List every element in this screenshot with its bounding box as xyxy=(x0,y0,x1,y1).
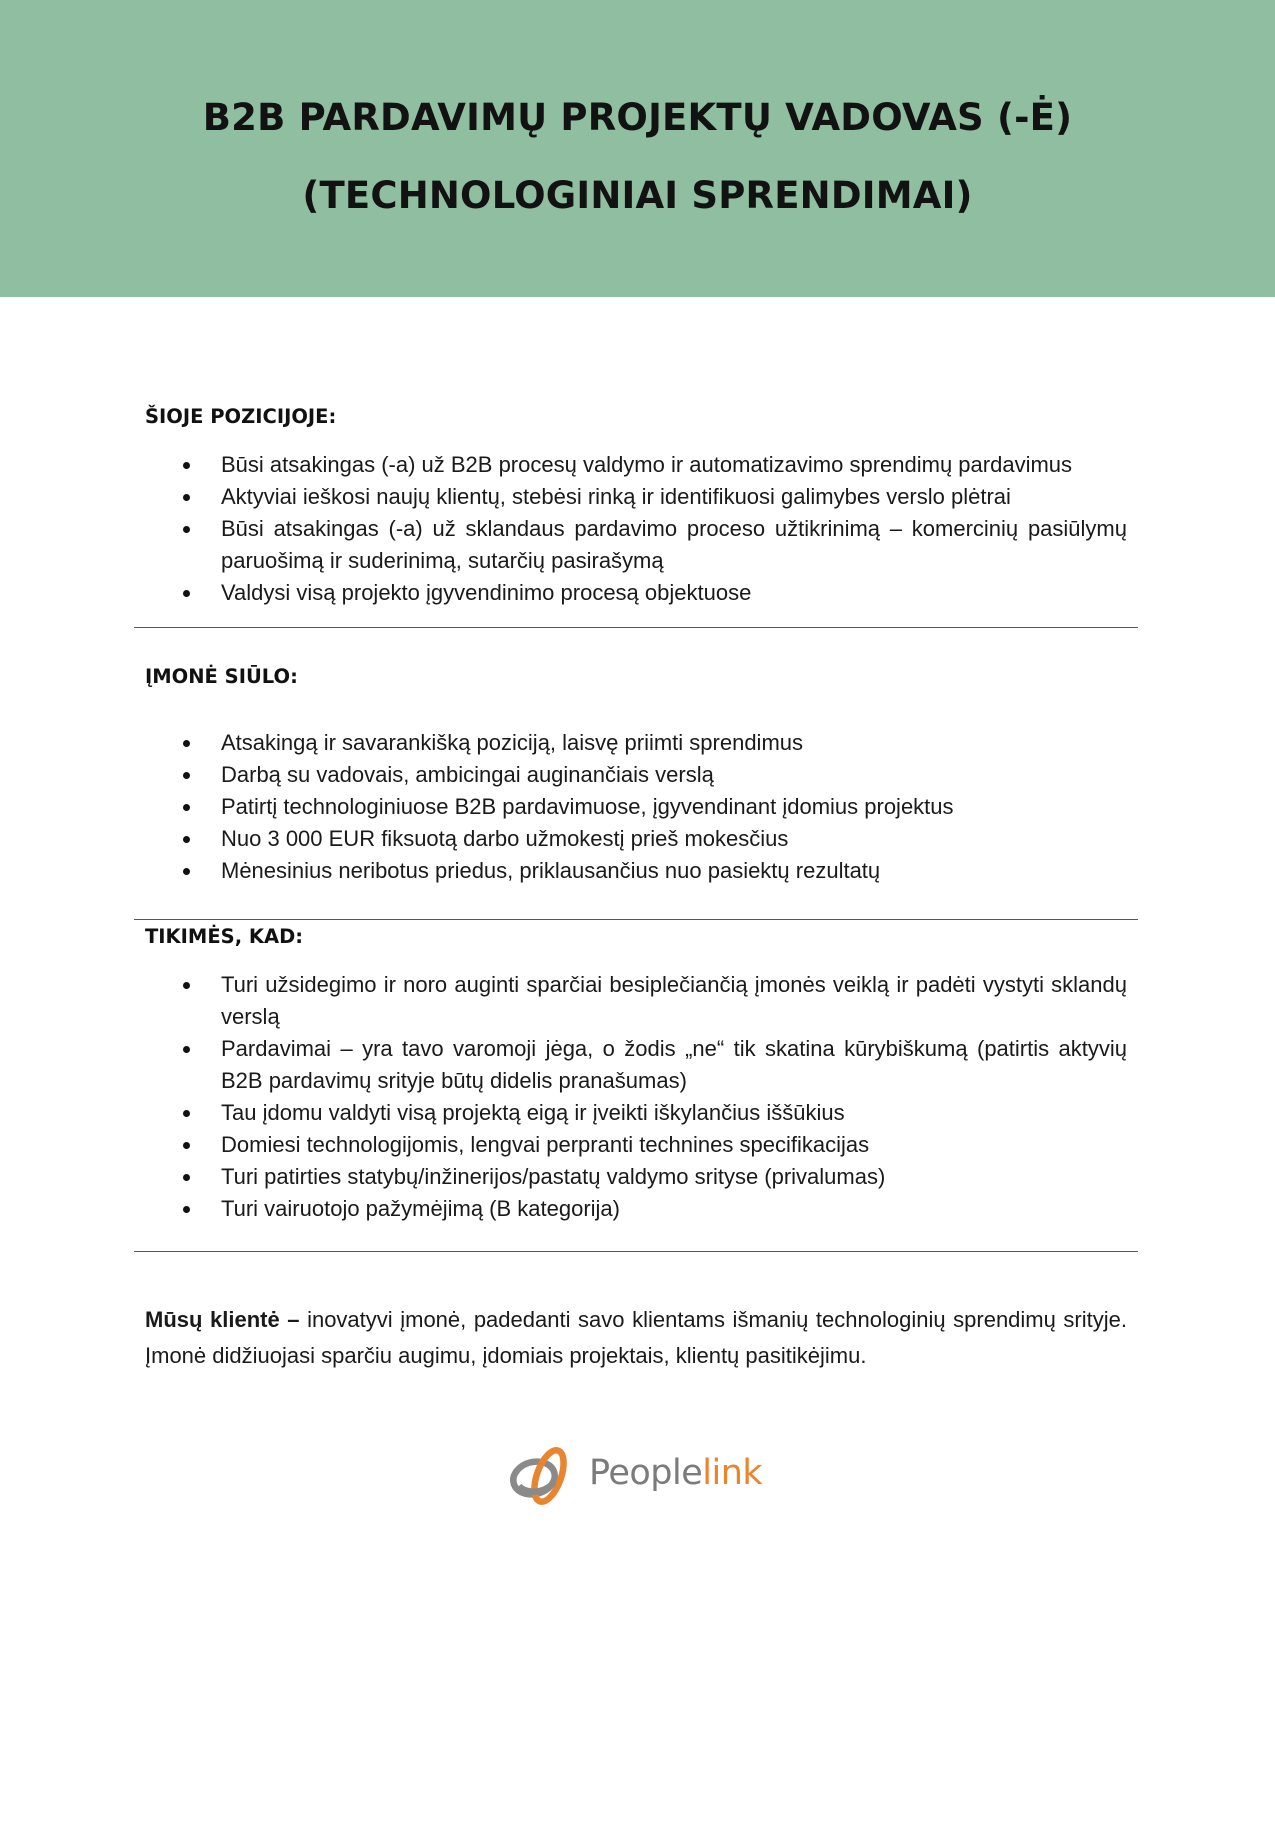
expect-list xyxy=(145,969,1127,1225)
section-divider xyxy=(134,627,1138,628)
bullet-icon xyxy=(183,526,190,533)
peoplelink-rings-icon xyxy=(505,1442,577,1514)
client-description xyxy=(145,1302,1127,1374)
client-text: inovatyvi įmonė, padedanti savo klientams išmanių technologinių sprendimų srityje. Įmonė didžiuojasi sparčiu augimu, įdomiais projektais, klientų pasitikėjimu. xyxy=(145,1307,1127,1368)
bullet-icon xyxy=(183,462,190,469)
list-item: Būsi atsakingas (-a) už B2B procesų valdymo ir automatizavimo sprendimų pardavimus xyxy=(145,449,1127,481)
header-band xyxy=(0,0,1275,297)
section-divider xyxy=(134,919,1138,920)
peoplelink-logo xyxy=(505,1442,785,1514)
list-item: Turi vairuotojo pažymėjimą (B kategorija) xyxy=(145,1193,1127,1225)
list-item: Būsi atsakingas (-a) už sklandaus pardavimo proceso užtikrinimą – komercinių pasiūlymų paruošimą ir suderinimą, sutarčių pasirašymą xyxy=(145,513,1127,577)
page-title-line-1: B2B PARDAVIMŲ PROJEKTŲ VADOVAS (-Ė) xyxy=(202,96,1073,139)
list-item: Turi užsidegimo ir noro auginti sparčiai besiplečiančią įmonės veiklą ir padėti vystyti sklandų verslą xyxy=(145,969,1127,1033)
bullet-icon xyxy=(183,494,190,501)
section-heading-offer: ĮMONĖ SIŪLO: xyxy=(145,665,298,688)
bullet-icon xyxy=(183,804,190,811)
bullet-icon xyxy=(183,982,190,989)
bullet-icon xyxy=(183,772,190,779)
bullet-icon xyxy=(183,1174,190,1181)
bullet-icon xyxy=(183,1206,190,1213)
list-item: Atsakingą ir savarankišką poziciją, laisvę priimti sprendimus xyxy=(145,727,1127,759)
position-list xyxy=(145,449,1127,609)
bullet-icon xyxy=(183,868,190,875)
list-item: Valdysi visą projekto įgyvendinimo procesą objektuose xyxy=(145,577,1127,609)
section-heading-position: ŠIOJE POZICIJOJE: xyxy=(145,405,337,428)
page-title-line-2: (TECHNOLOGINIAI SPRENDIMAI) xyxy=(302,174,973,217)
list-item: Pardavimai – yra tavo varomoji jėga, o žodis „ne“ tik skatina kūrybiškumą (patirtis aktyvių B2B pardavimų srityje būtų didelis pranašumas) xyxy=(145,1033,1127,1097)
list-item: Mėnesinius neribotus priedus, priklausančius nuo pasiektų rezultatų xyxy=(145,855,1127,887)
bullet-icon xyxy=(183,1046,190,1053)
list-item: Patirtį technologiniuose B2B pardavimuose, įgyvendinant įdomius projektus xyxy=(145,791,1127,823)
client-label: Mūsų klientė – xyxy=(145,1307,300,1332)
list-item: Domiesi technologijomis, lengvai perpranti technines specifikacijas xyxy=(145,1129,1127,1161)
bullet-icon xyxy=(183,1110,190,1117)
section-divider xyxy=(134,1251,1138,1252)
logo-wordmark: Peoplelink xyxy=(589,1453,763,1493)
list-item: Nuo 3 000 EUR fiksuotą darbo užmokestį prieš mokesčius xyxy=(145,823,1127,855)
bullet-icon xyxy=(183,836,190,843)
bullet-icon xyxy=(183,1142,190,1149)
list-item: Turi patirties statybų/inžinerijos/pastatų valdymo srityse (privalumas) xyxy=(145,1161,1127,1193)
list-item: Tau įdomu valdyti visą projektą eigą ir įveikti iškylančius iššūkius xyxy=(145,1097,1127,1129)
offer-list xyxy=(145,727,1127,887)
bullet-icon xyxy=(183,740,190,747)
list-item: Darbą su vadovais, ambicingai auginančiais verslą xyxy=(145,759,1127,791)
bullet-icon xyxy=(183,590,190,597)
list-item: Aktyviai ieškosi naujų klientų, stebėsi rinką ir identifikuosi galimybes verslo plėtrai xyxy=(145,481,1127,513)
section-heading-expect: TIKIMĖS, KAD: xyxy=(145,925,304,948)
